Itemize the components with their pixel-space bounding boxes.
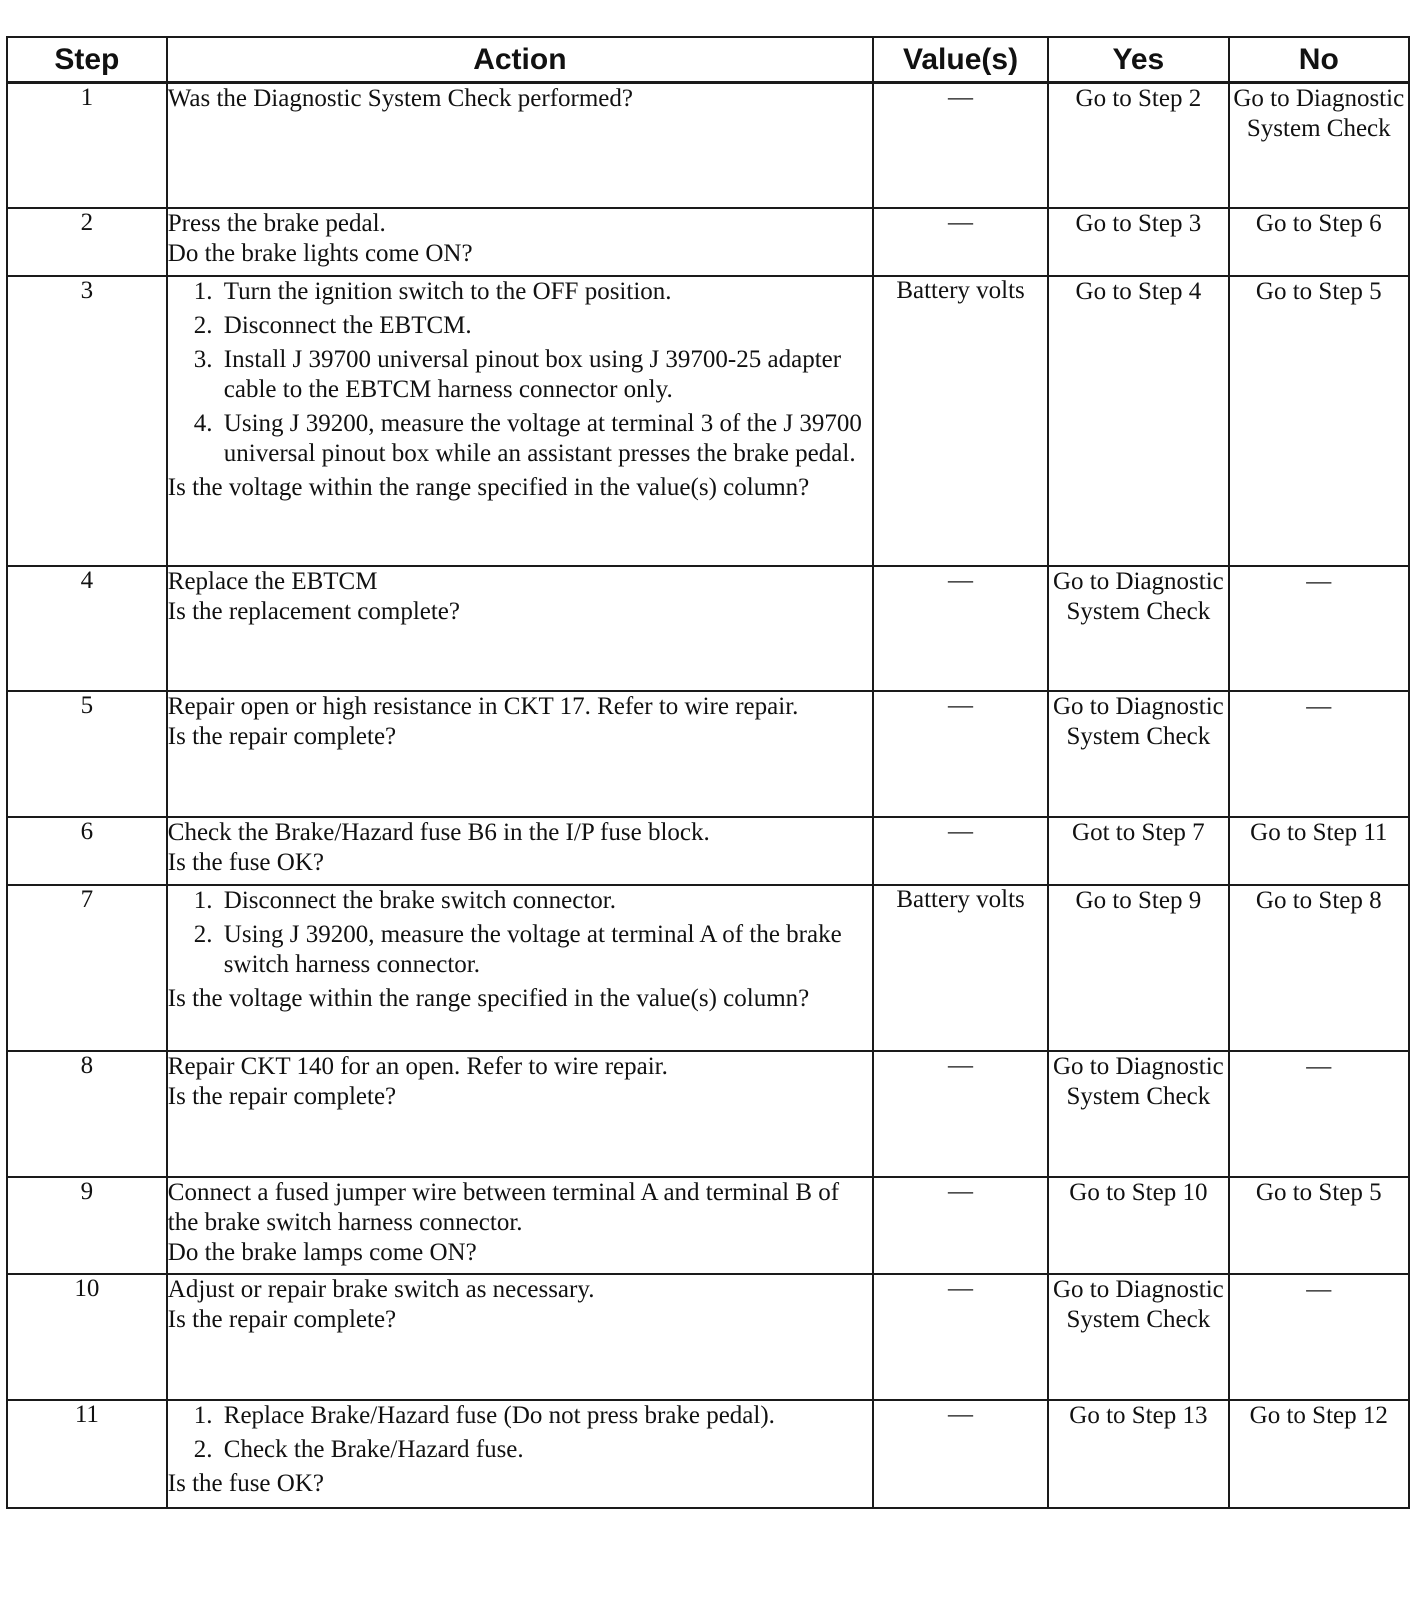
step-number: 8 <box>7 1051 167 1177</box>
action-text: Is the replacement complete? <box>167 597 460 625</box>
yes-cell: Go to Diagnostic System Check <box>1048 1274 1228 1400</box>
action-cell <box>167 1400 873 1508</box>
action-text: Press the brake pedal. <box>167 209 386 237</box>
step-number: 7 <box>7 885 167 1051</box>
yes-cell: Go to Diagnostic System Check <box>1048 566 1228 691</box>
substep-text: Check the Brake/Hazard fuse. <box>223 1435 524 1463</box>
substep-item <box>194 409 872 469</box>
table-row <box>7 566 1409 691</box>
table-row <box>7 1274 1409 1400</box>
value-cell: — <box>873 1400 1048 1508</box>
substep-item <box>194 886 872 916</box>
yes-cell: Go to Step 10 <box>1048 1177 1228 1274</box>
action-cell <box>167 83 873 208</box>
substep-item <box>194 920 872 980</box>
substep-number: 1. <box>193 886 213 914</box>
step-number: 2 <box>7 208 167 276</box>
yes-cell: Go to Step 2 <box>1048 83 1228 208</box>
action-question: Is the voltage within the range specified in the value(s) column? <box>167 473 810 501</box>
header-action: Action <box>167 37 873 83</box>
action-text: Repair open or high resistance in CKT 17. Refer to wire repair. <box>167 692 799 720</box>
step-number: 9 <box>7 1177 167 1274</box>
substep-number: 2. <box>193 920 213 948</box>
substep-number: 1. <box>193 1401 213 1429</box>
action-text: Was the Diagnostic System Check performed? <box>167 85 634 112</box>
no-cell: — <box>1229 566 1409 691</box>
table-row <box>7 1051 1409 1177</box>
yes-cell: Go to Step 3 <box>1048 208 1228 276</box>
action-question: Is the fuse OK? <box>167 1469 324 1497</box>
substep-text: Using J 39200, measure the voltage at terminal 3 of the J 39700 universal pinout box while an assistant presses the brake pedal. <box>223 409 862 467</box>
action-cell <box>167 1051 873 1177</box>
yes-cell: Go to Diagnostic System Check <box>1048 1051 1228 1177</box>
action-cell <box>167 208 873 276</box>
substep-list <box>168 886 872 980</box>
no-cell: — <box>1229 1051 1409 1177</box>
value-cell: — <box>873 208 1048 276</box>
step-number: 10 <box>7 1274 167 1400</box>
substep-text: Disconnect the EBTCM. <box>223 311 472 339</box>
value-cell: — <box>873 1177 1048 1274</box>
action-cell <box>167 885 873 1051</box>
substep-text: Turn the ignition switch to the OFF position. <box>223 277 672 305</box>
action-text: Repair CKT 140 for an open. Refer to wire repair. <box>167 1052 668 1080</box>
no-cell: Go to Step 12 <box>1229 1400 1409 1508</box>
no-cell: — <box>1229 691 1409 817</box>
substep-text: Using J 39200, measure the voltage at terminal A of the brake switch harness connector. <box>223 920 842 978</box>
action-text: Is the fuse OK? <box>167 848 324 876</box>
substep-number: 2. <box>193 311 213 339</box>
table-row <box>7 817 1409 885</box>
action-text: Do the brake lamps come ON? <box>167 1238 477 1266</box>
yes-cell: Go to Step 4 <box>1048 276 1228 566</box>
substep-item <box>194 1435 872 1465</box>
action-text: Do the brake lights come ON? <box>167 239 473 267</box>
action-text: Is the repair complete? <box>167 722 397 750</box>
step-number: 6 <box>7 817 167 885</box>
action-cell <box>167 276 873 566</box>
value-cell: — <box>873 691 1048 817</box>
substep-text: Install J 39700 universal pinout box using J 39700-25 adapter cable to the EBTCM harness connector only. <box>223 345 842 403</box>
no-cell: — <box>1229 1274 1409 1400</box>
yes-cell: Go to Diagnostic System Check <box>1048 691 1228 817</box>
table-row <box>7 885 1409 1051</box>
action-question: Is the voltage within the range specified in the value(s) column? <box>167 984 810 1012</box>
substep-number: 4. <box>193 409 213 437</box>
substep-number: 1. <box>193 277 213 305</box>
substep-item <box>194 345 872 405</box>
action-text: Adjust or repair brake switch as necessary. <box>167 1275 595 1303</box>
action-text: Check the Brake/Hazard fuse B6 in the I/P fuse block. <box>167 818 710 846</box>
action-cell <box>167 1177 873 1274</box>
header-step: Step <box>7 37 167 83</box>
no-cell: Go to Diagnostic System Check <box>1229 83 1409 208</box>
yes-cell: Got to Step 7 <box>1048 817 1228 885</box>
table-row <box>7 1400 1409 1508</box>
value-cell: Battery volts <box>873 885 1048 1051</box>
substep-number: 3. <box>193 345 213 373</box>
no-cell: Go to Step 5 <box>1229 1177 1409 1274</box>
action-cell <box>167 817 873 885</box>
no-cell: Go to Step 11 <box>1229 817 1409 885</box>
value-cell: — <box>873 817 1048 885</box>
action-cell <box>167 691 873 817</box>
value-cell: — <box>873 1274 1048 1400</box>
table-header-row <box>7 37 1409 83</box>
value-cell: — <box>873 566 1048 691</box>
header-yes: Yes <box>1048 37 1228 83</box>
step-number: 5 <box>7 691 167 817</box>
action-text: Is the repair complete? <box>167 1082 397 1110</box>
table-row <box>7 691 1409 817</box>
table-row <box>7 1177 1409 1274</box>
action-text: Connect a fused jumper wire between terminal A and terminal B of the brake switch harness connector. <box>167 1178 840 1236</box>
step-number: 3 <box>7 276 167 566</box>
diagnostic-table <box>6 36 1410 1509</box>
value-cell: — <box>873 1051 1048 1177</box>
substep-number: 2. <box>193 1435 213 1463</box>
substep-item <box>194 311 872 341</box>
no-cell: Go to Step 5 <box>1229 276 1409 566</box>
action-text: Is the repair complete? <box>167 1305 397 1333</box>
substep-text: Disconnect the brake switch connector. <box>223 886 617 914</box>
step-number: 11 <box>7 1400 167 1508</box>
no-cell: Go to Step 8 <box>1229 885 1409 1051</box>
table-body <box>7 83 1409 1508</box>
no-cell: Go to Step 6 <box>1229 208 1409 276</box>
header-no: No <box>1229 37 1409 83</box>
yes-cell: Go to Step 13 <box>1048 1400 1228 1508</box>
table-row <box>7 208 1409 276</box>
substep-list <box>168 1401 872 1465</box>
action-cell <box>167 1274 873 1400</box>
substep-item <box>194 1401 872 1431</box>
table-row <box>7 83 1409 208</box>
value-cell: Battery volts <box>873 276 1048 566</box>
action-text: Replace the EBTCM <box>167 567 378 595</box>
table-row <box>7 276 1409 566</box>
action-cell <box>167 566 873 691</box>
step-number: 4 <box>7 566 167 691</box>
step-number: 1 <box>7 83 167 208</box>
substep-text: Replace Brake/Hazard fuse (Do not press brake pedal). <box>223 1401 775 1429</box>
yes-cell: Go to Step 9 <box>1048 885 1228 1051</box>
value-cell: — <box>873 83 1048 208</box>
substep-item <box>194 277 872 307</box>
substep-list <box>168 277 872 469</box>
header-values: Value(s) <box>873 37 1048 83</box>
